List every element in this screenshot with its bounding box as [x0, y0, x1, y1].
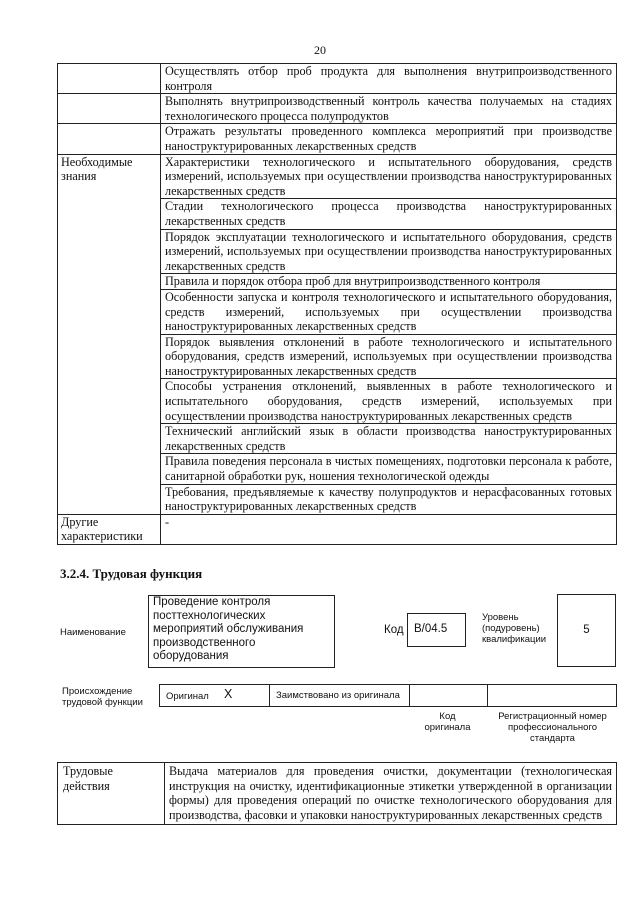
original-checkmark: X — [224, 687, 233, 701]
skill-item: Осуществлять отбор проб продукта для выполнения внутрипроизводственного контроля — [161, 64, 617, 94]
reg-number-caption: Регистрационный номер профессионального стандарта — [498, 711, 607, 744]
knowledge-item: Способы устранения отклонений, выявленных в работе технологического и испытательного оборудования, средств измерений, используемых при осуществлении производства наноструктурированных лекарственных средств — [161, 379, 617, 424]
skill-item: Отражать результаты проведенного комплекса мероприятий при производстве наноструктурированных лекарственных средств — [161, 124, 617, 154]
other-characteristics-value: - — [161, 514, 617, 544]
knowledge-item: Правила и порядок отбора проб для внутрипроизводственного контроля — [161, 274, 617, 290]
section-heading: 3.2.4. Трудовая функция — [60, 566, 203, 581]
labor-actions-label: Трудовые действия — [58, 763, 165, 825]
borrowed-label: Заимствовано из оригинала — [276, 690, 400, 701]
skills-label-cell — [58, 124, 161, 154]
knowledge-skills-table — [57, 63, 617, 545]
origin-borrowed-cell — [270, 685, 410, 706]
table-row — [58, 154, 617, 199]
code-label: Код — [384, 624, 404, 636]
knowledge-item: Особенности запуска и контроля технологического и испытательного оборудования, средств измерений, используемых при осуществлении производства наноструктурированных лекарственных средств — [161, 289, 617, 334]
level-value: 5 — [583, 624, 590, 636]
function-name-box — [148, 595, 335, 668]
knowledge-item: Правила поведения персонала в чистых помещениях, подготовки персонала к работе, санитарной обработки рук, ношения технологической одежды — [161, 454, 617, 484]
code-box — [407, 613, 466, 647]
skills-label-cell — [58, 94, 161, 124]
table-row — [58, 514, 617, 544]
knowledge-item: Технический английский язык в области производства наноструктурированных лекарственных средств — [161, 424, 617, 454]
knowledge-item: Характеристики технологического и испытательного оборудования, средств измерений, используемых при осуществлении производства наноструктурированных лекарственных средств — [161, 154, 617, 199]
level-box — [557, 594, 616, 667]
knowledge-item: Требования, предъявляемые к качеству полупродуктов и нерасфасованных готовых наноструктурированных лекарственных средств — [161, 484, 617, 514]
table-row — [58, 64, 617, 94]
knowledge-item: Порядок эксплуатации технологического и испытательного оборудования, средств измерений, используемых при осуществлении производства наноструктурированных лекарственных средств — [161, 229, 617, 274]
table-row — [58, 94, 617, 124]
name-label: Наименование — [60, 627, 126, 638]
knowledge-item: Стадии технологического процесса производства наноструктурированных лекарственных средств — [161, 199, 617, 229]
original-label: Оригинал — [166, 691, 209, 702]
skills-label-cell — [58, 64, 161, 94]
code-value: В/04.5 — [414, 623, 448, 635]
table-row — [58, 124, 617, 154]
knowledge-label: Необходимые знания — [58, 154, 161, 514]
origin-table — [159, 684, 617, 707]
labor-actions-table — [57, 762, 617, 825]
qualification-level-label: Уровень (подуровень) квалификации — [482, 612, 547, 645]
knowledge-item: Порядок выявления отклонений в работе технологического и испытательного оборудования, средств измерений, используемых при осуществлении производства наноструктурированных лекарственных средств — [161, 334, 617, 379]
table-row — [58, 763, 617, 825]
function-name: Проведение контроля посттехнологических мероприятий обслуживания производственного оборудования — [153, 596, 304, 663]
origin-code-cell — [410, 685, 488, 706]
origin-label: Происхождение трудовой функции — [62, 686, 143, 708]
other-characteristics-label: Другие характеристики — [58, 514, 161, 544]
code-original-caption: Код оригинала — [424, 711, 471, 733]
page-number: 20 — [314, 43, 326, 57]
origin-original-cell — [160, 685, 270, 706]
labor-actions-text: Выдача материалов для проведения очистки, документации (технологическая инструкция на очистку, идентификационные этикетки утвержденной в организации формы) для проведения операций по очистке технологического оборудования для производства, фасовки и упаковки наноструктурированных лекарственных средств — [165, 763, 617, 825]
skill-item: Выполнять внутрипроизводственный контроль качества получаемых на стадиях технологического процесса полупродуктов — [161, 94, 617, 124]
